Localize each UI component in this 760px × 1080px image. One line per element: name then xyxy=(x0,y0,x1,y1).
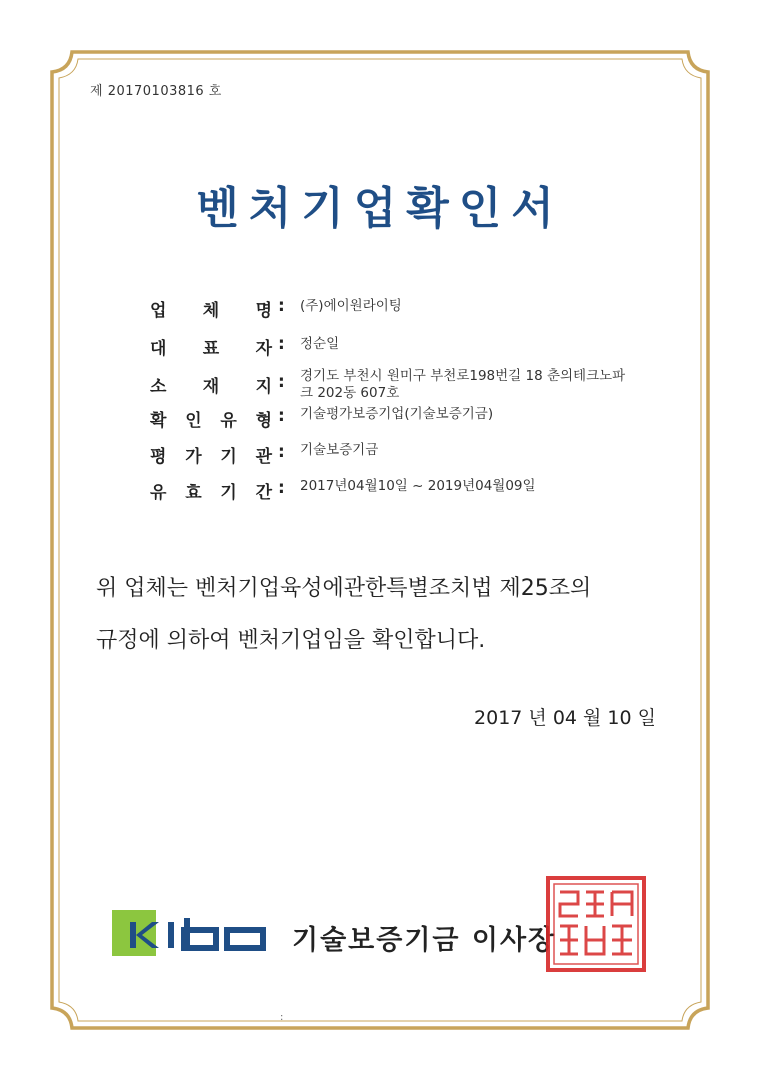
bottom-mark: : xyxy=(280,1012,284,1023)
field-value-line: 2017년04월10일 ~ 2019년04월09일 xyxy=(300,478,536,494)
field-value-line: 기술평가보증기업(기술보증기금) xyxy=(300,406,494,422)
field-label xyxy=(150,406,272,431)
certification-statement xyxy=(96,563,696,667)
statement-line: 위 업체는 벤처기업육성에관한특별조치법 제25조의 xyxy=(96,576,592,601)
label-char: 기 xyxy=(220,447,237,467)
label-char: 유 xyxy=(150,483,167,503)
field-value xyxy=(300,406,660,423)
field-colon: : xyxy=(278,334,285,354)
field-value-line: 기술보증기금 xyxy=(300,442,379,458)
statement-line: 규정에 의하여 벤처기업임을 확인합니다. xyxy=(96,628,486,653)
label-char: 간 xyxy=(255,483,272,503)
field-colon: : xyxy=(278,372,285,392)
field-colon: : xyxy=(278,406,285,426)
label-char: 소 xyxy=(150,377,167,397)
field-label xyxy=(150,442,272,467)
field-value-line: 크 202동 607호 xyxy=(300,385,400,401)
label-char: 지 xyxy=(255,377,272,397)
certificate-title: 벤처기업확인서 xyxy=(196,183,564,234)
label-char: 재 xyxy=(202,377,220,397)
field-value xyxy=(300,442,660,459)
field-value xyxy=(300,336,660,353)
field-value-line: (주)에이원라이팅 xyxy=(300,298,402,314)
field-value xyxy=(300,368,660,402)
field-label xyxy=(150,296,272,321)
kibo-logo xyxy=(112,910,272,960)
field-label xyxy=(150,372,272,397)
issue-date: 2017 년 04 월 10 일 xyxy=(474,707,656,729)
field-colon: : xyxy=(278,478,285,498)
label-char: 형 xyxy=(255,411,272,431)
label-char: 효 xyxy=(185,483,202,503)
field-colon: : xyxy=(278,442,285,462)
label-char: 대 xyxy=(150,339,167,359)
label-char: 가 xyxy=(185,447,202,467)
label-char: 평 xyxy=(150,447,167,467)
label-char: 체 xyxy=(202,301,220,321)
label-char: 확 xyxy=(150,411,167,431)
official-seal-icon xyxy=(544,874,648,978)
label-char: 인 xyxy=(185,411,202,431)
field-label xyxy=(150,334,272,359)
field-value-line: 경기도 부천시 원미구 부천로198번길 18 춘의테크노파 xyxy=(300,368,626,384)
label-char: 관 xyxy=(255,447,272,467)
field-colon: : xyxy=(278,296,285,316)
issuer-name: 기술보증기금 이사장 xyxy=(292,925,557,956)
label-char: 명 xyxy=(255,301,272,321)
label-char: 표 xyxy=(202,339,220,359)
field-value-line: 정순일 xyxy=(300,336,340,352)
certificate-serial-number: 제 20170103816 호 xyxy=(90,84,222,99)
field-label xyxy=(150,478,272,503)
field-value xyxy=(300,298,660,315)
field-value xyxy=(300,478,660,495)
label-char: 업 xyxy=(150,301,167,321)
label-char: 기 xyxy=(220,483,237,503)
label-char: 유 xyxy=(220,411,237,431)
label-char: 자 xyxy=(255,339,272,359)
